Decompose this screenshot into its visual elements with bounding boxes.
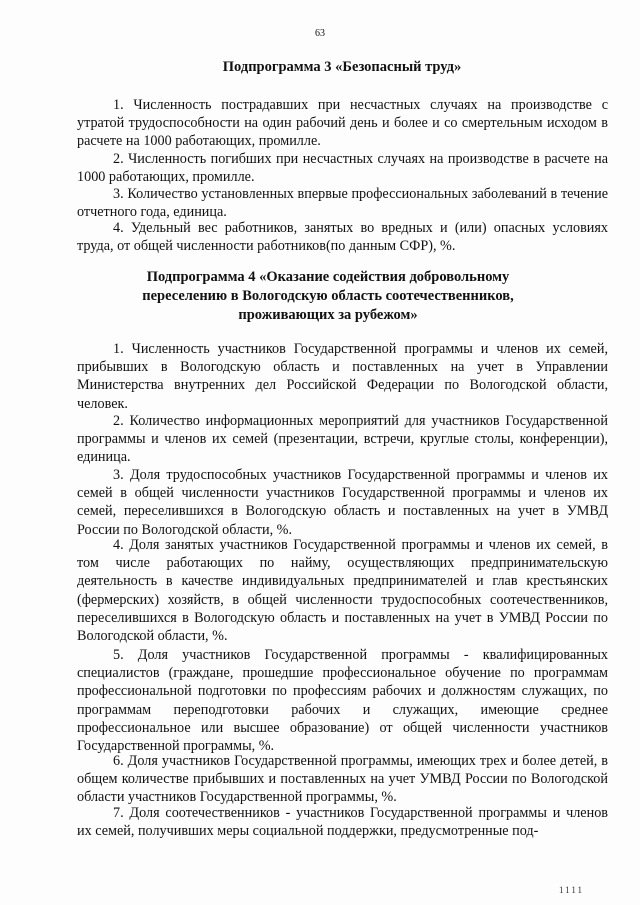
subprogram-3-item-3: 3. Количество установленных впервые профессиональных заболеваний в течение отчетного года, единица. xyxy=(77,186,608,221)
subprogram-3-item-1: 1. Численность пострадавших при несчастных случаях на производстве с утратой трудоспособности на один рабочий день и более и со смертельным исходом в расчете на 1000 работающих, промилле. xyxy=(77,97,608,150)
subprogram-4-title-line-2: переселению в Вологодскую область соотечественников, xyxy=(142,288,514,304)
subprogram-3-item-4: 4. Удельный вес работников, занятых во вредных и (или) опасных условиях труда, от общей численности работников(по данным СФР), %. xyxy=(77,220,608,255)
subprogram-4-item-5: 5. Доля участников Государственной программы - квалифицированных специалистов (граждане, прошедшие профессиональное обучение по программам профессиональной подготовки по профессиям рабочих и должностям служащих, по программам переподготовки рабочих и служащих, имеющие среднее профессиональное или высшее образование) от общей численности участников Государственной программы, %. xyxy=(77,647,608,755)
subprogram-3-item-2: 2. Численность погибших при несчастных случаях на производстве в расчете на 1000 работающих, промилле. xyxy=(77,151,608,186)
subprogram-4-title-line-1: Подпрограмма 4 «Оказание содействия добровольному xyxy=(146,269,510,285)
subprogram-4-item-3: 3. Доля трудоспособных участников Государственной программы и членов их семей в общей численности участников Государственной программы и членов их семей, переселившихся в Вологодскую область и поставленных на учет в УМВД России по Вологодской области, %. xyxy=(77,467,608,538)
footer-mark: 1111 xyxy=(559,885,584,895)
subprogram-4-item-6: 6. Доля участников Государственной программы, имеющих трех и более детей, в общем количестве прибывших и поставленных на учет УМВД России по Вологодской области участников Государственной программы, %. xyxy=(77,753,608,806)
subprogram-4-title-line-3: проживающих за рубежом» xyxy=(238,307,418,323)
subprogram-4-item-4: 4. Доля занятых участников Государственной программы и членов их семей, в том числе работающих по найму, осуществляющих предпринимательскую деятельность в качестве индивидуальных предпринимателей и глав крестьянских (фермерских) хозяйств, в общей численности трудоспособных соотечественников, переселившихся в Вологодскую область и поставленных на учет в УМВД России по Вологодской области, %. xyxy=(77,537,608,645)
subprogram-4-item-7: 7. Доля соотечественников - участников Государственной программы и членов их семей, получивших меры социальной поддержки, предусмотренные под- xyxy=(77,805,608,840)
page-number: 63 xyxy=(315,28,325,39)
subprogram-4-item-2: 2. Количество информационных мероприятий для участников Государственной программы и членов их семей (презентации, встречи, круглые столы, конференции), единица. xyxy=(77,413,608,466)
subprogram-4-title xyxy=(8,268,640,325)
subprogram-3-title: Подпрограмма 3 «Безопасный труд» xyxy=(222,59,462,75)
subprogram-4-item-1: 1. Численность участников Государственной программы и членов их семей, прибывших в Вологодскую область и поставленных на учет в Управлении Министерства внутренних дел Российской Федерации по Вологодской области, человек. xyxy=(77,341,608,412)
